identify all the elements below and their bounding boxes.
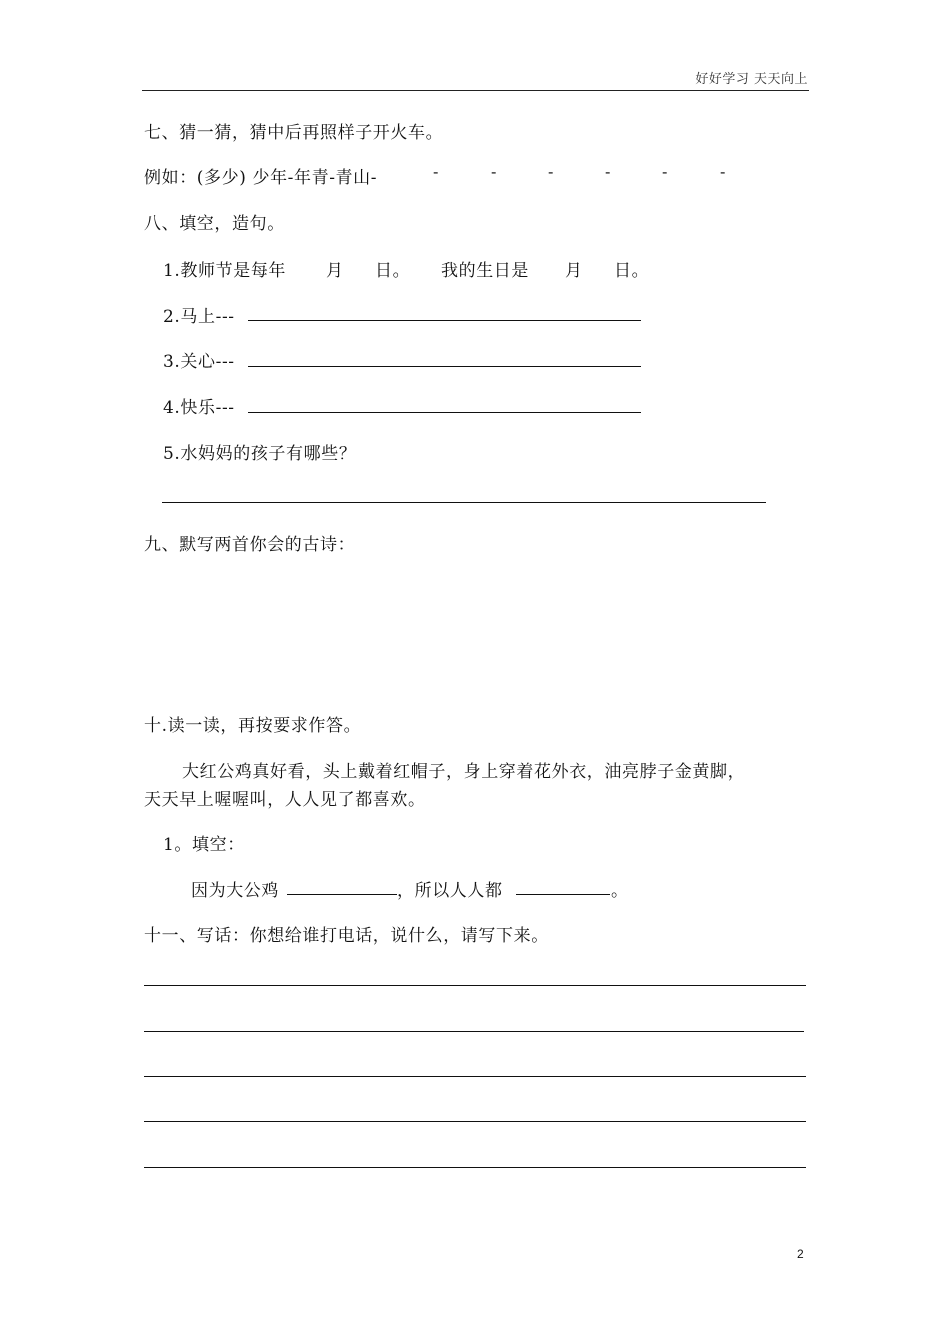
q10-fill-middle: ，所以人人都 [397, 881, 503, 901]
q11-writing-line[interactable] [144, 1167, 806, 1168]
q8-item1-text: 1.教师节是每年 [163, 261, 287, 281]
q8-item5-answer-line[interactable] [162, 502, 766, 503]
q7-title: 七、猜一猜，猜中后再照样子开火车。 [144, 123, 444, 143]
q7-dash: - [605, 162, 611, 181]
q10-fill-end: 。 [611, 881, 629, 901]
q8-item2-answer-line[interactable] [248, 320, 641, 321]
q11-writing-line[interactable] [144, 985, 806, 986]
q10-title: 十.读一读，再按要求作答。 [144, 716, 362, 736]
q8-item5-question: 5.水妈妈的孩子有哪些？ [163, 444, 357, 464]
q7-example: 例如：(多少) 少年-年青-青山- [144, 168, 378, 188]
q8-item1-month2: 月 [565, 261, 583, 281]
header-motto: 好好学习 天天向上 [695, 72, 808, 87]
q7-dash: - [548, 162, 554, 181]
q10-passage-line1: 大红公鸡真好看，头上戴着红帽子，身上穿着花外衣，油亮脖子金黄脚， [182, 762, 746, 782]
q8-item1-month: 月 [326, 261, 344, 281]
q10-passage-line2: 天天早上喔喔叫，人人见了都喜欢。 [144, 790, 426, 810]
page-number: 2 [797, 1247, 804, 1261]
q8-item3-label: 3.关心--- [163, 352, 235, 372]
q8-item4-answer-line[interactable] [248, 412, 641, 413]
q7-dash: - [662, 162, 668, 181]
q11-writing-line[interactable] [144, 1031, 804, 1032]
q7-dash: - [720, 162, 726, 181]
q7-dash: - [433, 162, 439, 181]
q10-fill-blank-2[interactable] [516, 894, 610, 895]
q8-item1-birthday: 我的生日是 [441, 261, 529, 281]
q11-title: 十一、写话：你想给谁打电话，说什么，请写下来。 [144, 926, 549, 946]
q10-fill-blank-1[interactable] [287, 894, 397, 895]
q11-writing-line[interactable] [144, 1121, 806, 1122]
q8-item2-label: 2.马上--- [163, 307, 235, 327]
q10-fill-prefix: 因为大公鸡 [191, 881, 279, 901]
q8-item4-label: 4.快乐--- [163, 398, 235, 418]
q9-title: 九、默写两首你会的古诗： [144, 535, 356, 555]
q8-item1-day2: 日。 [614, 261, 650, 281]
q10-sub1: 1。填空： [163, 835, 245, 855]
q8-item3-answer-line[interactable] [248, 366, 641, 367]
q8-title: 八、填空，造句。 [144, 214, 285, 234]
q7-dash: - [491, 162, 497, 181]
q11-writing-line[interactable] [144, 1076, 806, 1077]
q8-item1-day: 日。 [375, 261, 411, 281]
header-rule [142, 90, 809, 91]
